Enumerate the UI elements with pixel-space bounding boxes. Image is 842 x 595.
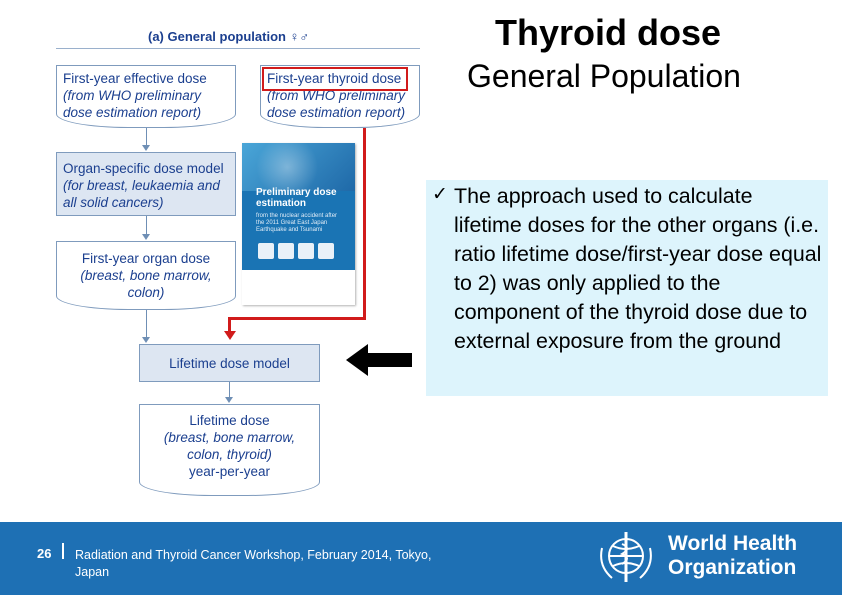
who-name-line1: World Health xyxy=(668,532,798,555)
pointer-arrow-head xyxy=(346,344,368,376)
cover-bottom xyxy=(242,270,355,305)
box-detail: colon, thyroid) xyxy=(187,447,272,462)
red-path-drop xyxy=(228,317,231,332)
slide-subtitle: General Population xyxy=(467,58,741,94)
connector-line xyxy=(146,310,147,338)
box-first-year-organ-dose xyxy=(56,241,236,310)
page-number: 26 xyxy=(37,546,52,561)
highlight-frame xyxy=(262,67,408,91)
connector-arrowhead xyxy=(225,397,233,403)
cover-subtitle: from the nuclear accident after the 2011 Great East Japan Earthquake and Tsunami xyxy=(256,213,338,233)
connector-line xyxy=(146,128,147,145)
box-label: First-year effective dose xyxy=(63,71,207,86)
box-label: Lifetime dose model xyxy=(169,356,290,371)
box-detail: dose estimation report) xyxy=(267,105,406,120)
cover-icons xyxy=(258,243,338,263)
box-organ-specific-dose-model xyxy=(56,152,236,216)
report-cover-image xyxy=(242,143,355,305)
footer-event-text: Radiation and Thyroid Cancer Workshop, February 2014, Tokyo, Japan xyxy=(75,548,432,579)
who-name-line2: Organization xyxy=(668,556,797,579)
box-lifetime-dose xyxy=(139,404,320,496)
box-lifetime-dose-model xyxy=(139,344,320,382)
page-number-separator xyxy=(62,543,64,559)
box-detail: (from WHO preliminary xyxy=(63,88,202,103)
box-label: First-year organ dose xyxy=(81,251,211,266)
cover-title: Preliminary dose estimation xyxy=(256,187,337,209)
box-detail: (from WHO preliminary xyxy=(267,88,406,103)
note-text: The approach used to calculate lifetime doses for the other organs (i.e. ratio lifetime dose/first-year dose equal to 2) was only applied to the component of the thyroid dose due to external exposure from the ground xyxy=(454,184,822,353)
box-detail: (for breast, leukaemia and xyxy=(63,178,220,193)
who-logo-text xyxy=(668,532,797,580)
box-detail: all solid cancers) xyxy=(63,195,164,210)
red-arrowhead xyxy=(224,331,236,340)
pointer-arrow-body xyxy=(366,353,412,367)
box-detail: (breast, bone marrow, xyxy=(80,268,212,283)
box-detail: colon) xyxy=(127,285,165,300)
red-path-horizontal xyxy=(228,317,366,320)
who-emblem-icon xyxy=(592,526,660,588)
box-detail: dose estimation report) xyxy=(63,105,202,120)
red-path-vertical xyxy=(363,128,366,320)
connector-arrowhead xyxy=(142,337,150,343)
box-detail: (breast, bone marrow, xyxy=(163,430,296,445)
diagram-heading: (a) General population ♀♂ xyxy=(148,29,310,44)
box-label: First-year thyroid dose xyxy=(267,71,402,86)
diagram-heading-rule xyxy=(56,48,420,49)
connector-arrowhead xyxy=(142,145,150,151)
box-detail: year-per-year xyxy=(188,464,271,479)
box-label: Lifetime dose xyxy=(189,413,270,428)
connector-line xyxy=(229,382,230,398)
slide-title: Thyroid dose xyxy=(495,12,722,53)
checkmark-icon: ✓ xyxy=(432,183,448,205)
box-first-year-effective-dose xyxy=(56,65,236,128)
box-label: Organ-specific dose model xyxy=(63,161,224,176)
connector-arrowhead xyxy=(142,234,150,240)
connector-line xyxy=(146,216,147,234)
